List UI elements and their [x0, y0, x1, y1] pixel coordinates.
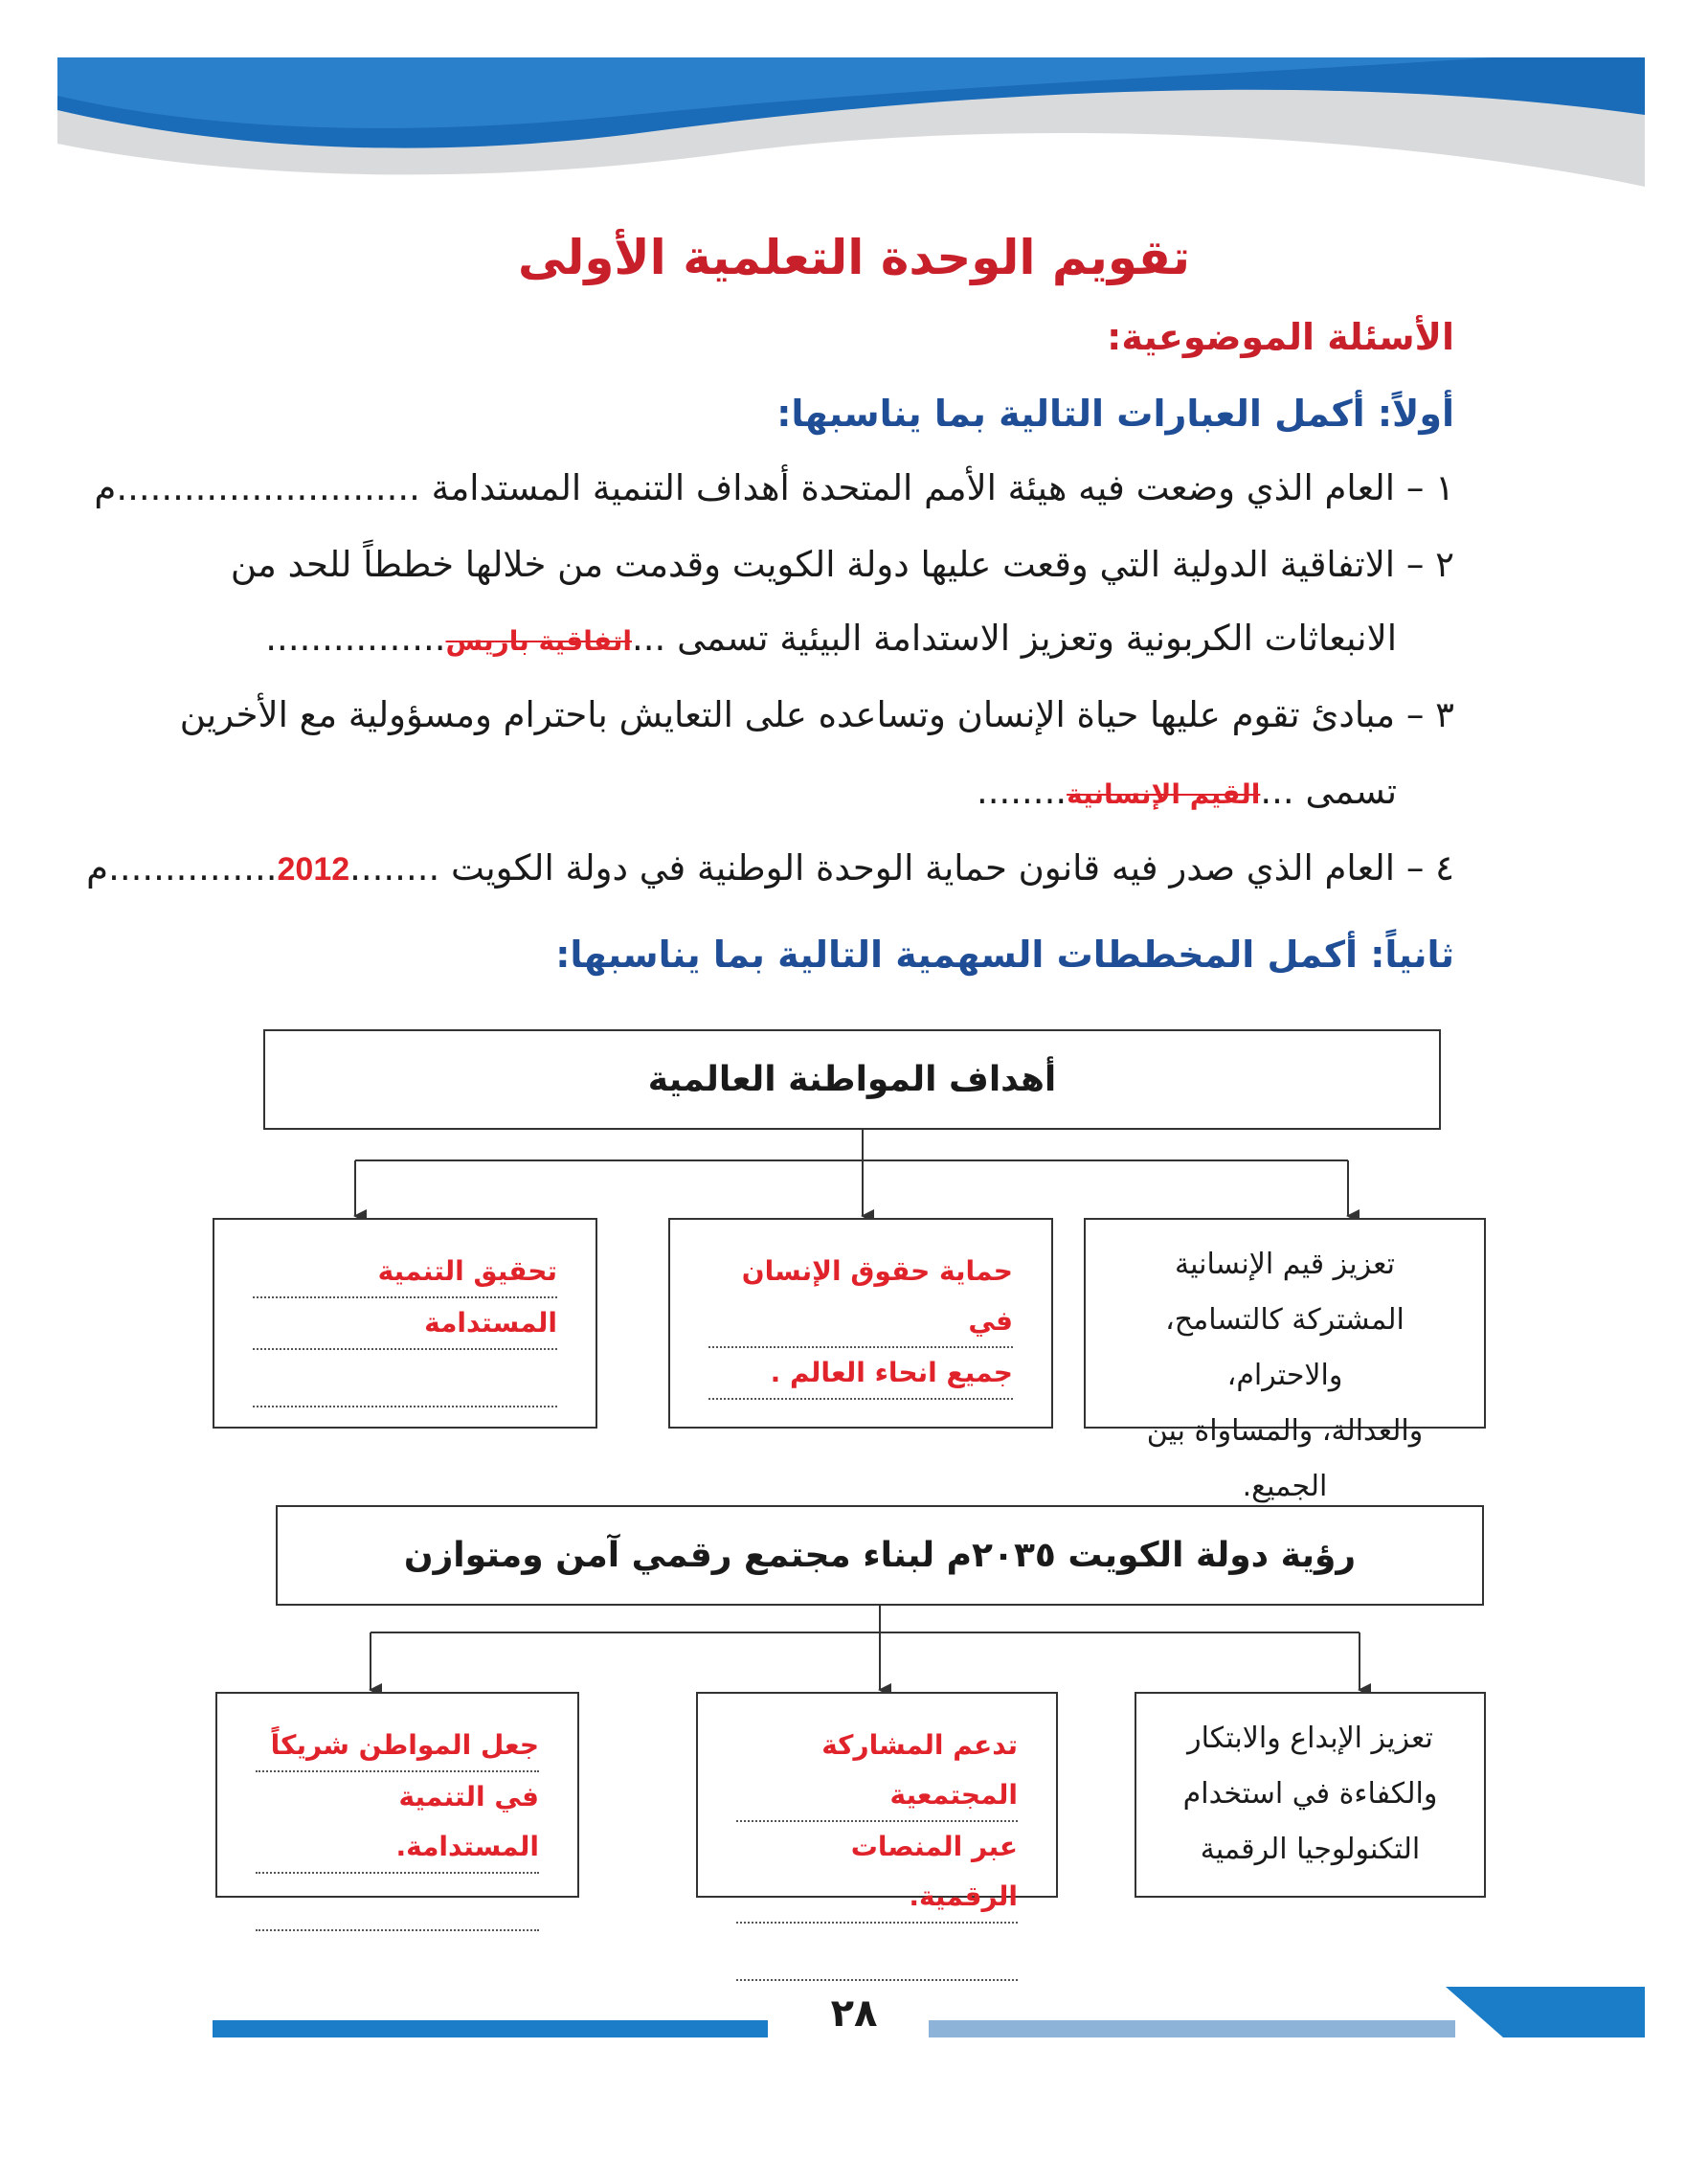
question-text: العام الذي وضعت فيه هيئة الأمم المتحدة أهداف التنمية المستدامة	[431, 467, 1396, 508]
header-banner	[57, 57, 1645, 187]
part1-heading: أولاً: أكمل العبارات التالية بما يناسبها:	[776, 393, 1454, 435]
question-text: الاتفاقية الدولية التي وقعت عليها دولة الكويت وقدمت من خلالها خططاً للحد من	[230, 544, 1396, 585]
dots-before: ...	[632, 618, 666, 659]
question-number: ٣ –	[1405, 694, 1454, 735]
dots-after: ........	[977, 771, 1068, 812]
question-3	[180, 694, 1454, 735]
question-number: ٢ –	[1405, 544, 1454, 585]
question-text: مبادئ تقوم عليها حياة الإنسان وتساعده على التعايش باحترام ومسؤولية مع الأخرين	[179, 694, 1396, 735]
diagram1-middle-answer	[668, 1218, 1053, 1429]
answer-blank: ...........................م	[94, 467, 420, 508]
dots-after: ...............م	[86, 847, 278, 889]
answer-line: تدعم المشاركة المجتمعية	[736, 1721, 1018, 1822]
box-line: والعدالة، والمساواة بين الجميع.	[1146, 1414, 1424, 1503]
answer-line: في التنمية المستدامة.	[256, 1772, 539, 1874]
answer-line: المستدامة	[253, 1298, 557, 1350]
answer-blank-line	[736, 1941, 1018, 1981]
page-title: تقويم الوحدة التعلمية الأولى	[517, 230, 1191, 285]
answer-line: عبر المنصات الرقمية.	[736, 1822, 1018, 1924]
question-number: ١ –	[1405, 467, 1454, 508]
answer-text: اتفاقية باريس	[445, 625, 632, 657]
diagram2-right-box	[1135, 1692, 1486, 1898]
part2-heading: ثانياً: أكمل المخططات السهمية التالية بما يناسبها:	[555, 934, 1454, 976]
question-2	[231, 544, 1454, 585]
diagram2-middle-answer	[696, 1692, 1058, 1912]
question-3-line-2	[977, 771, 1397, 812]
diagram1-left-answer	[213, 1218, 597, 1429]
diagram2-left-answer	[215, 1692, 579, 1898]
box-line: التكنولوجيا الرقمية	[1200, 1833, 1421, 1866]
dots-before: ........	[349, 847, 440, 889]
box-line: المشتركة كالتسامح، والاحترام،	[1165, 1303, 1405, 1392]
dots-before: ...	[1260, 771, 1294, 812]
answer-line: تحقيق التنمية	[253, 1247, 557, 1298]
box-line: والكفاءة في استخدام	[1182, 1777, 1438, 1811]
question-1	[94, 467, 1454, 508]
diagram2-root: رؤية دولة الكويت ٢٠٣٥م لبناء مجتمع رقمي آمن ومتوازن	[276, 1505, 1484, 1606]
answer-text: 2012	[277, 851, 350, 888]
diagram1-right-box	[1084, 1218, 1486, 1503]
answer-text: القيم الإنسانية	[1067, 778, 1261, 810]
dots-after: ................	[265, 618, 446, 659]
box-line: تعزيز قيم الإنسانية	[1175, 1248, 1395, 1281]
question-2-line-2	[265, 618, 1397, 659]
answer-line: حماية حقوق الإنسان في	[708, 1247, 1013, 1348]
question-number: ٤ –	[1405, 847, 1454, 889]
objective-questions-heading: الأسئلة الموضوعية:	[1107, 316, 1454, 358]
answer-line: جعل المواطن شريكاً	[256, 1721, 539, 1772]
diagram1-root: أهداف المواطنة العالمية	[263, 1029, 1441, 1130]
question-4	[86, 847, 1454, 889]
question-text-continued: تسمى	[1305, 771, 1397, 812]
answer-line: جميع انحاء العالم .	[708, 1348, 1013, 1400]
page-number: ٢٨	[830, 1992, 878, 2036]
question-text-continued: الانبعاثات الكربونية وتعزيز الاستدامة البيئية تسمى	[677, 618, 1397, 659]
answer-blank-line	[253, 1367, 557, 1407]
answer-blank-line	[256, 1891, 539, 1931]
question-text: العام الذي صدر فيه قانون حماية الوحدة الوطنية في دولة الكويت	[451, 847, 1396, 889]
box-line: تعزيز الإبداع والابتكار	[1187, 1722, 1433, 1755]
